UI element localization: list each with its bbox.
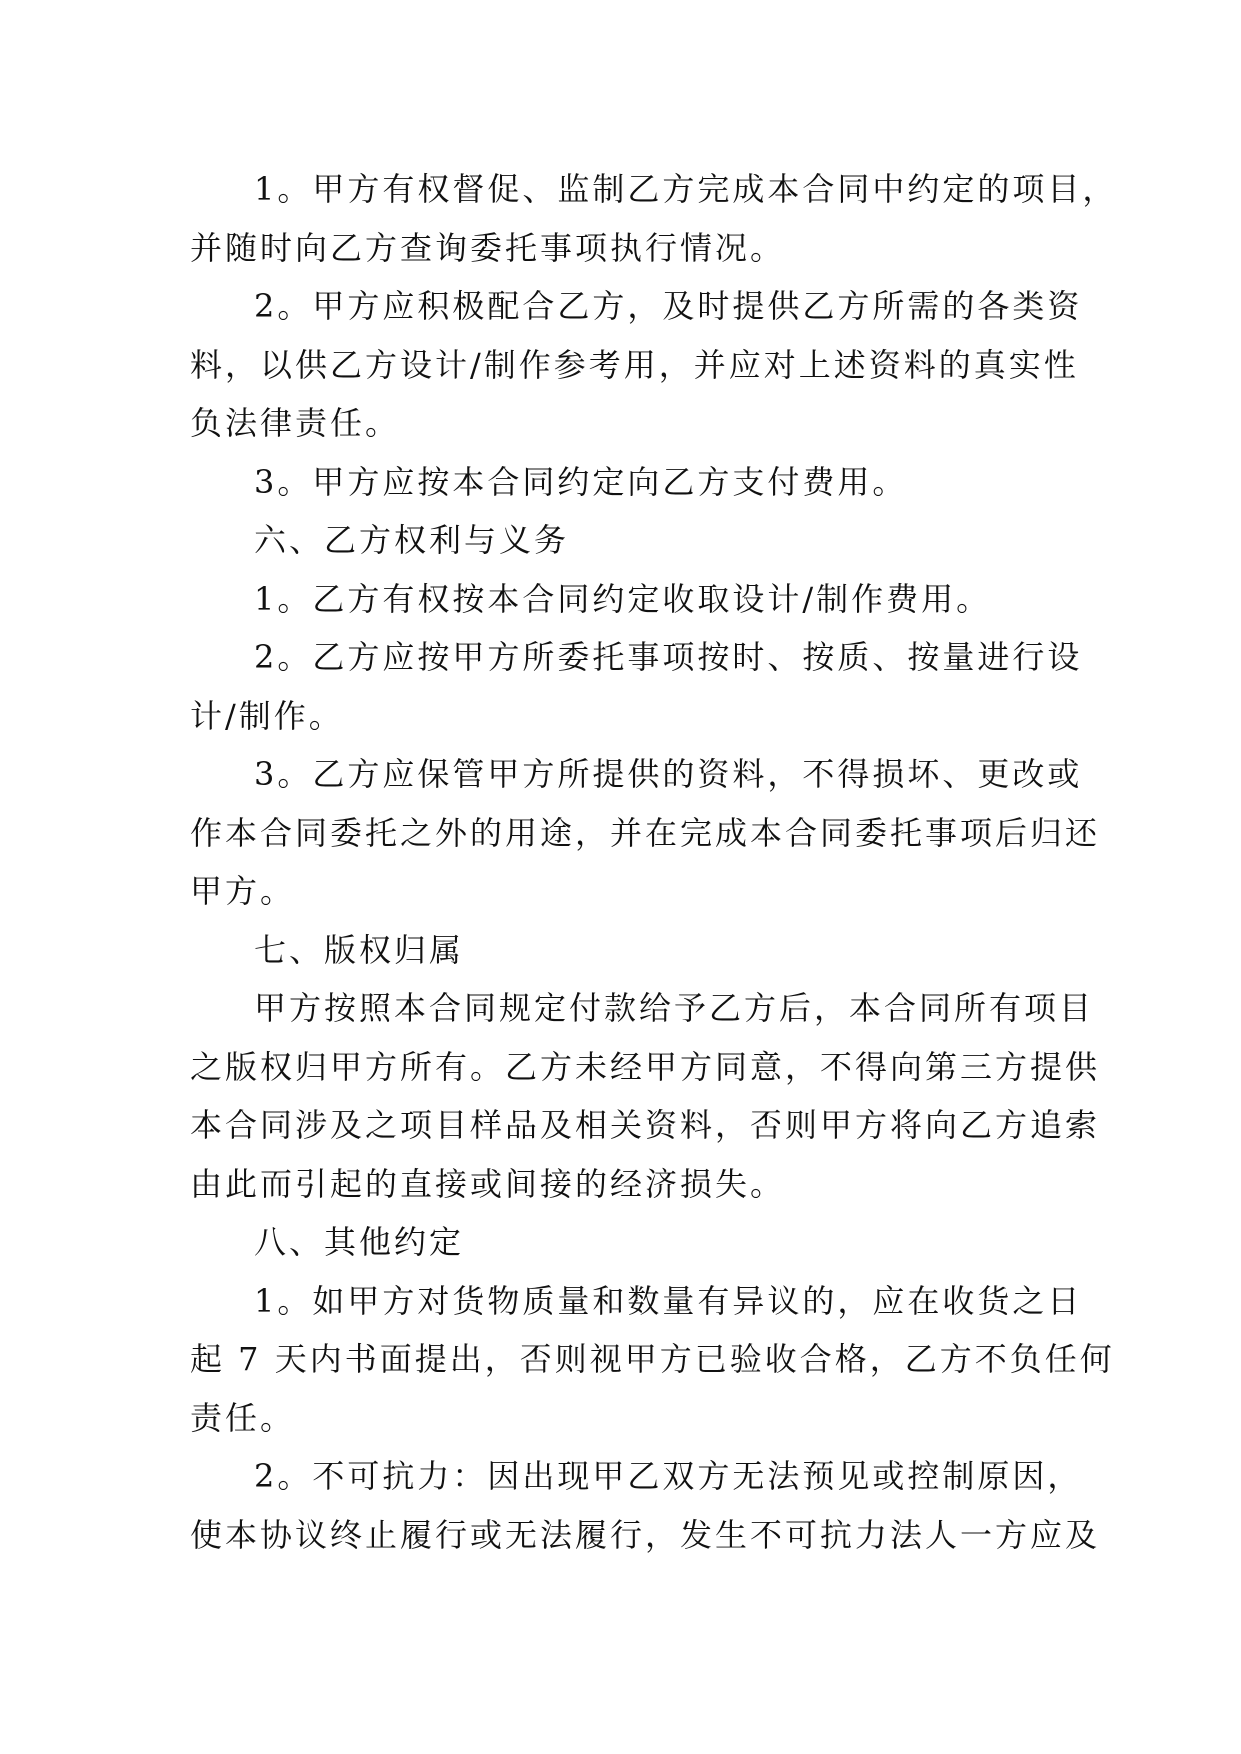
document-body: [190, 160, 1118, 1564]
text-line: 3。乙方应保管甲方所提供的资料，不得损坏、更改或: [254, 755, 1083, 793]
text-line: 1。乙方有权按本合同约定收取设计/制作费用。: [254, 579, 992, 618]
section-heading: 八、其他约定: [254, 1223, 465, 1261]
text-line: 2。不可抗力：因出现甲乙双方无法预见或控制原因，: [254, 1457, 1083, 1495]
text-line: 本合同涉及之项目样品及相关资料，否则甲方将向乙方追索: [190, 1106, 1101, 1144]
text-line: 之版权归甲方所有。乙方未经甲方同意，不得向第三方提供: [190, 1047, 1101, 1086]
text-line: 甲方按照本合同规定付款给予乙方后，本合同所有项目: [254, 989, 1095, 1027]
text-line: 并随时向乙方查询委托事项执行情况。: [190, 228, 786, 267]
text-line: 料，以供乙方设计/制作参考用，并应对上述资料的真实性: [190, 345, 1079, 384]
text-line: 由此而引起的直接或间接的经济损失。: [190, 1164, 786, 1203]
text-line: 1。如甲方对货物质量和数量有异议的，应在收货之日: [254, 1281, 1083, 1320]
text-line: 2。甲方应积极配合乙方，及时提供乙方所需的各类资: [254, 287, 1083, 325]
text-line: 责任。: [190, 1398, 296, 1437]
text-line: 作本合同委托之外的用途，并在完成本合同委托事项后归还: [190, 813, 1101, 852]
text-line: 3。甲方应按本合同约定向乙方支付费用。: [254, 462, 908, 501]
text-line: 计/制作。: [190, 696, 344, 735]
text-line: 负法律责任。: [190, 404, 401, 442]
text-line: 甲方。: [190, 872, 296, 910]
section-heading: 七、版权归属: [254, 930, 465, 969]
text-line: 2。乙方应按甲方所委托事项按时、按质、按量进行设: [254, 638, 1083, 676]
text-line: 起 7 天内书面提出，否则视甲方已验收合格，乙方不负任何: [190, 1340, 1115, 1378]
section-heading: 六、乙方权利与义务: [254, 521, 570, 559]
text-line: 使本协议终止履行或无法履行，发生不可抗力法人一方应及: [190, 1515, 1101, 1554]
text-line: 1。甲方有权督促、监制乙方完成本合同中约定的项目，: [254, 170, 1118, 208]
